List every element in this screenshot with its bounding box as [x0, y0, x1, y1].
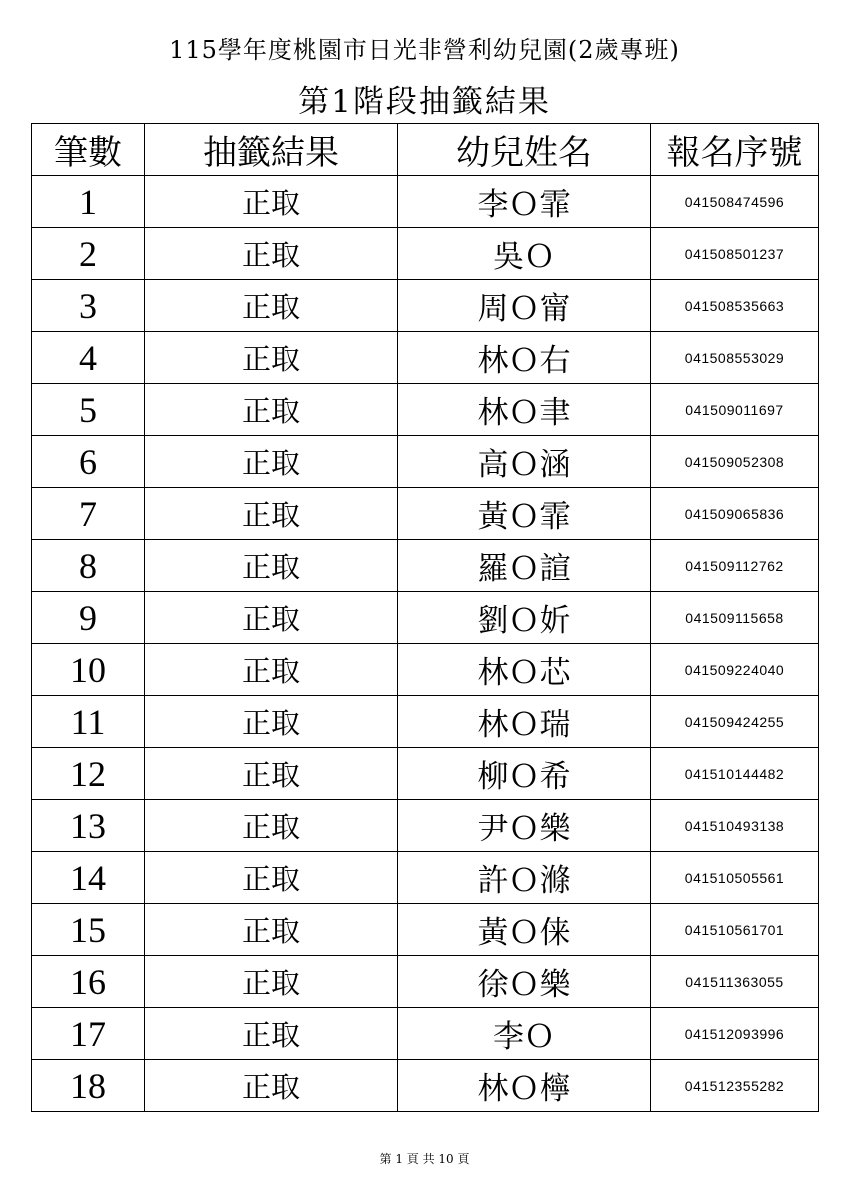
row-result-cell: 正取: [145, 1060, 398, 1112]
row-result-cell: 正取: [145, 1008, 398, 1060]
row-child-name-cell: 高Ｏ涵: [398, 436, 651, 488]
row-child-name-cell: 林Ｏ聿: [398, 384, 651, 436]
row-child-name-cell: 許Ｏ滌: [398, 852, 651, 904]
table-row: [32, 696, 819, 748]
row-child-name-cell: 林Ｏ芯: [398, 644, 651, 696]
row-result-cell: 正取: [145, 488, 398, 540]
header-registration-id: 報名序號: [651, 124, 819, 176]
table-row: [32, 488, 819, 540]
row-result-cell: 正取: [145, 852, 398, 904]
row-registration-id-cell: 041510505561: [651, 852, 819, 904]
row-registration-id-cell: 041508553029: [651, 332, 819, 384]
table-header-row: [32, 124, 819, 176]
row-registration-id-cell: 041508501237: [651, 228, 819, 280]
page-footer: 第 1 頁 共 10 頁: [379, 1152, 470, 1166]
table-row: [32, 800, 819, 852]
row-count-cell: 17: [32, 1008, 145, 1060]
row-count-cell: 9: [32, 592, 145, 644]
row-count-cell: 12: [32, 748, 145, 800]
table-row: [32, 332, 819, 384]
row-count-cell: 3: [32, 280, 145, 332]
table-row: [32, 852, 819, 904]
row-registration-id-cell: 041512355282: [651, 1060, 819, 1112]
row-result-cell: 正取: [145, 384, 398, 436]
lottery-results-table: [31, 123, 819, 1112]
row-result-cell: 正取: [145, 540, 398, 592]
table-row: [32, 748, 819, 800]
row-result-cell: 正取: [145, 592, 398, 644]
row-registration-id-cell: 041511363055: [651, 956, 819, 1008]
table-row: [32, 280, 819, 332]
table-row: [32, 956, 819, 1008]
table-row: [32, 644, 819, 696]
row-registration-id-cell: 041509224040: [651, 644, 819, 696]
table-row: [32, 592, 819, 644]
row-child-name-cell: 李Ｏ: [398, 1008, 651, 1060]
row-result-cell: 正取: [145, 696, 398, 748]
row-child-name-cell: 尹Ｏ樂: [398, 800, 651, 852]
table-row: [32, 384, 819, 436]
row-result-cell: 正取: [145, 280, 398, 332]
row-registration-id-cell: 041509424255: [651, 696, 819, 748]
header-count: 筆數: [32, 124, 145, 176]
row-result-cell: 正取: [145, 176, 398, 228]
row-count-cell: 15: [32, 904, 145, 956]
row-result-cell: 正取: [145, 644, 398, 696]
header-child-name: 幼兒姓名: [398, 124, 651, 176]
document-title: 115學年度桃園市日光非營利幼兒園(2歲專班): [169, 36, 680, 64]
row-count-cell: 16: [32, 956, 145, 1008]
table-row: [32, 176, 819, 228]
row-count-cell: 18: [32, 1060, 145, 1112]
row-count-cell: 7: [32, 488, 145, 540]
row-registration-id-cell: 041509112762: [651, 540, 819, 592]
row-count-cell: 11: [32, 696, 145, 748]
row-child-name-cell: 周Ｏ甯: [398, 280, 651, 332]
row-registration-id-cell: 041512093996: [651, 1008, 819, 1060]
row-count-cell: 14: [32, 852, 145, 904]
row-result-cell: 正取: [145, 228, 398, 280]
row-result-cell: 正取: [145, 800, 398, 852]
row-count-cell: 8: [32, 540, 145, 592]
table-row: [32, 1008, 819, 1060]
table-body: [32, 176, 819, 1112]
table-row: [32, 1060, 819, 1112]
row-registration-id-cell: 041510144482: [651, 748, 819, 800]
row-count-cell: 6: [32, 436, 145, 488]
row-count-cell: 13: [32, 800, 145, 852]
table-row: [32, 228, 819, 280]
row-count-cell: 1: [32, 176, 145, 228]
row-child-name-cell: 林Ｏ右: [398, 332, 651, 384]
row-child-name-cell: 林Ｏ檸: [398, 1060, 651, 1112]
row-child-name-cell: 吳Ｏ: [398, 228, 651, 280]
row-registration-id-cell: 041509115658: [651, 592, 819, 644]
row-child-name-cell: 林Ｏ瑞: [398, 696, 651, 748]
row-result-cell: 正取: [145, 436, 398, 488]
row-registration-id-cell: 041510493138: [651, 800, 819, 852]
document-subtitle: 第1階段抽籤結果: [298, 84, 551, 120]
row-child-name-cell: 羅Ｏ諠: [398, 540, 651, 592]
table-row: [32, 436, 819, 488]
row-registration-id-cell: 041510561701: [651, 904, 819, 956]
row-registration-id-cell: 041508474596: [651, 176, 819, 228]
row-registration-id-cell: 041509052308: [651, 436, 819, 488]
row-child-name-cell: 黃Ｏ俫: [398, 904, 651, 956]
row-child-name-cell: 李Ｏ霏: [398, 176, 651, 228]
row-child-name-cell: 黃Ｏ霏: [398, 488, 651, 540]
row-count-cell: 10: [32, 644, 145, 696]
row-child-name-cell: 劉Ｏ妡: [398, 592, 651, 644]
header-result: 抽籤結果: [145, 124, 398, 176]
row-child-name-cell: 柳Ｏ希: [398, 748, 651, 800]
row-result-cell: 正取: [145, 332, 398, 384]
row-count-cell: 4: [32, 332, 145, 384]
row-count-cell: 2: [32, 228, 145, 280]
row-registration-id-cell: 041509065836: [651, 488, 819, 540]
row-registration-id-cell: 041509011697: [651, 384, 819, 436]
row-result-cell: 正取: [145, 904, 398, 956]
row-count-cell: 5: [32, 384, 145, 436]
table-row: [32, 904, 819, 956]
table-row: [32, 540, 819, 592]
row-result-cell: 正取: [145, 956, 398, 1008]
row-result-cell: 正取: [145, 748, 398, 800]
row-child-name-cell: 徐Ｏ樂: [398, 956, 651, 1008]
row-registration-id-cell: 041508535663: [651, 280, 819, 332]
